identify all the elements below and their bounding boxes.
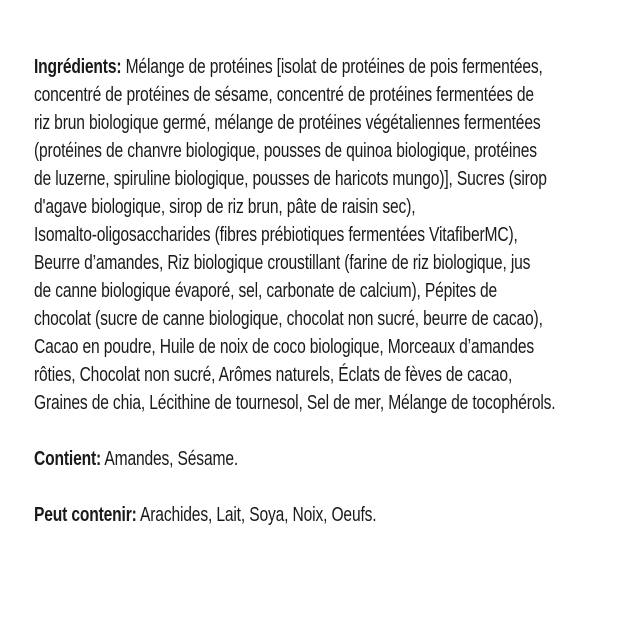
ingredients-line: de canne biologique évaporé, sel, carbonate de calcium), Pépites de: [34, 280, 498, 302]
ingredients-line: Cacao en poudre, Huile de noix de coco biologique, Morceaux d’amandes: [34, 336, 535, 358]
may-contain-section: [34, 501, 486, 529]
section-spacer: [34, 473, 614, 501]
ingredients-heading: Ingrédients:: [34, 56, 122, 78]
ingredients-line: Isomalto-oligosaccharides (fibres prébiotiques fermentées VitafiberMC),: [34, 224, 518, 246]
ingredients-line: Beurre d’amandes, Riz biologique croustillant (farine de riz biologique, jus: [34, 252, 531, 274]
contains-text: Amandes, Sésame.: [101, 448, 239, 470]
may-contain-text: Arachides, Lait, Soya, Noix, Oeufs.: [136, 504, 377, 526]
contains-heading: Contient:: [34, 448, 102, 470]
ingredients-section: [34, 53, 614, 417]
ingredients-line: d'agave biologique, sirop de riz brun, pâte de raisin sec),: [34, 196, 416, 218]
ingredients-line: [34, 53, 543, 81]
ingredient-label: [34, 53, 614, 529]
ingredients-line: riz brun biologique germé, mélange de protéines végétaliennes fermentées: [34, 112, 541, 134]
ingredients-line: chocolat (sucre de canne biologique, chocolat non sucré, beurre de cacao),: [34, 308, 543, 330]
contains-section: [34, 445, 486, 473]
may-contain-heading: Peut contenir:: [34, 504, 137, 526]
ingredients-line: rôties, Chocolat non sucré, Arômes naturels, Éclats de fèves de cacao,: [34, 364, 513, 386]
ingredients-line: de luzerne, spiruline biologique, pousses de haricots mungo)], Sucres (sirop: [34, 168, 547, 190]
ingredients-text: Mélange de protéines [isolat de protéines de pois fermentées,: [121, 56, 543, 78]
ingredients-line: Graines de chia, Lécithine de tournesol, Sel de mer, Mélange de tocophérols.: [34, 392, 556, 414]
section-spacer: [34, 417, 614, 445]
ingredients-line: concentré de protéines de sésame, concentré de protéines fermentées de: [34, 84, 534, 106]
ingredients-line: (protéines de chanvre biologique, pousses de quinoa biologique, protéines: [34, 140, 537, 162]
